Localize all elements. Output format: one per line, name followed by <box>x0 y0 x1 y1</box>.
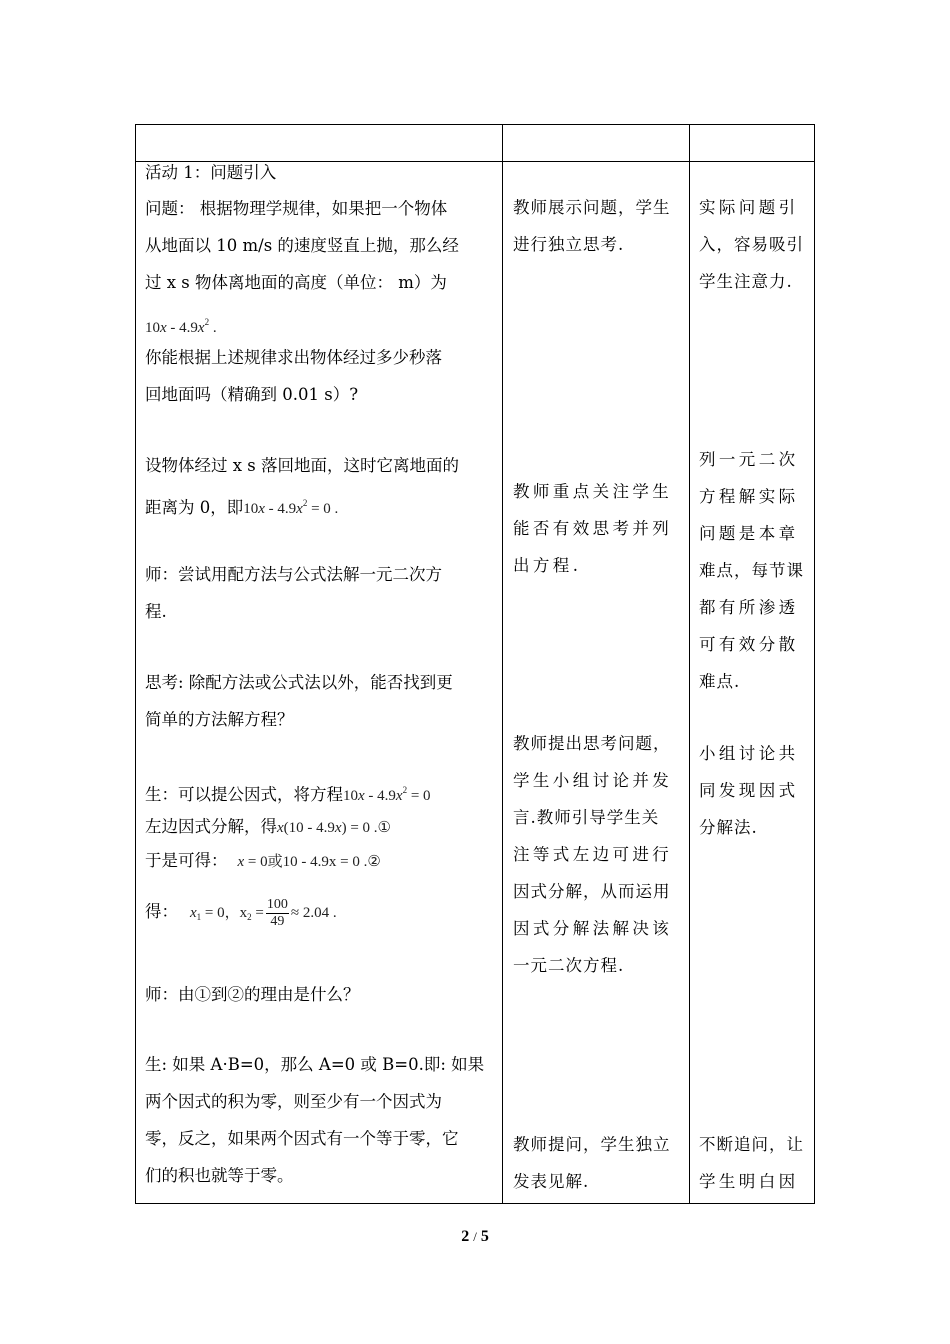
split-equation: x = 0或10 - 4.9x = 0 .② <box>237 854 381 870</box>
intent-2-line-3: 问题是本章 <box>699 524 799 543</box>
method-3-line-5: 因式分解，从而运用 <box>513 882 671 901</box>
problem-line-2: 从地面以 10 m/s 的速度竖直上抛，那么经 <box>145 236 459 255</box>
intent-3-line-3: 分解法. <box>699 818 758 837</box>
teacher-try-line-1: 师：尝试用配方法与公式法解一元二次方 <box>145 565 442 584</box>
intent-3-line-2: 同发现因式 <box>699 781 799 800</box>
answer-line-3: 零，反之，如果两个因式有一个等于零，它 <box>145 1129 459 1148</box>
method-1-line-2: 进行独立思考. <box>513 235 625 254</box>
page-separator: / <box>473 1229 477 1244</box>
intent-2-line-2: 方程解实际 <box>699 487 799 506</box>
method-3-line-4: 注等式左边可进行 <box>513 845 673 864</box>
method-3-line-7: 一元二次方程. <box>513 956 625 975</box>
problem-line-5: 你能根据上述规律求出物体经过多少秒落 <box>145 348 442 367</box>
height-expression: $10x - 4.9x^2$ . <box>145 317 217 336</box>
intent-1-line-2: 入，容易吸引 <box>699 235 804 254</box>
method-4-line-2: 发表见解. <box>513 1172 590 1191</box>
solutions: $x_1 = 0$，$x_2$ = $\frac{100}{49}$ ≈ 2.04 . <box>190 897 337 929</box>
approx-value: ≈ 2.04 . <box>290 904 337 921</box>
intent-2-line-6: 可有效分散 <box>699 635 799 654</box>
student-line-2 <box>145 817 391 838</box>
answer-line-4: 们的积也就等于零。 <box>145 1166 294 1185</box>
method-3-line-6: 因式分解法解决该 <box>513 919 673 938</box>
student-line-2-text: 左边因式分解，得 <box>145 817 277 836</box>
page-number <box>0 1228 950 1246</box>
student-line-4-text: 得： <box>145 901 178 921</box>
problem-line-1: 问题： 根据物理学规律，如果把一个物体 <box>145 199 448 218</box>
fraction-numerator: 100 <box>266 897 288 912</box>
intent-2-line-1: 列一元二次 <box>699 450 799 469</box>
setup-equation: $10x - 4.9x^2 = 0$ . <box>243 498 339 517</box>
factored-equation: x(10 - 4.9x) = 0 .① <box>277 820 391 836</box>
intent-2-line-5: 都有所渗透 <box>699 598 799 617</box>
teacher-try-line-2: 程. <box>145 602 167 621</box>
student-line-4 <box>145 897 337 930</box>
method-4-line-1: 教师提问，学生独立 <box>513 1135 671 1154</box>
intent-2-line-4: 难点，每节课 <box>699 561 804 580</box>
answer-line-1: 生: 如果 A·B=0，那么 A=0 或 B=0.即: 如果 <box>145 1055 485 1074</box>
problem-line-3: 过 x s 物体离地面的高度（单位： m）为 <box>145 273 447 292</box>
intent-2-line-7: 难点. <box>699 672 741 691</box>
fraction <box>266 897 289 930</box>
setup-line-2-text: 距离为 0，即 <box>145 498 244 517</box>
intent-1-line-3: 学生注意力. <box>699 272 793 291</box>
student-line-3-text: 于是可得： <box>145 851 228 870</box>
intent-3-line-1: 小组讨论共 <box>699 744 799 763</box>
method-3-line-1: 教师提出思考问题， <box>513 734 671 753</box>
header-row-divider <box>136 161 814 162</box>
method-1-line-1: 教师展示问题，学生 <box>513 198 671 217</box>
student-line-1-text: 生：可以提公因式，将方程 <box>145 785 343 804</box>
student-line-1 <box>145 780 431 806</box>
intent-1-line-1: 实际问题引 <box>699 198 799 217</box>
page-total: 5 <box>480 1228 489 1245</box>
activity-title: 活动 1：问题引入 <box>145 163 277 182</box>
page-current: 2 <box>461 1228 470 1245</box>
setup-line-1: 设物体经过 x s 落回地面，这时它离地面的 <box>145 456 460 475</box>
setup-line-2 <box>145 493 338 519</box>
method-3-line-3: 言.教师引导学生关 <box>513 808 660 827</box>
intent-4-line-2: 学生明白因 <box>699 1172 799 1191</box>
think-line-2: 简单的方法解方程？ <box>145 710 294 729</box>
method-2-line-3: 出方程. <box>513 556 582 575</box>
column-divider-1 <box>502 125 503 1203</box>
intent-4-line-1: 不断追问，让 <box>699 1135 804 1154</box>
answer-line-2: 两个因式的积为零，则至少有一个因式为 <box>145 1092 442 1111</box>
method-3-line-2: 学生小组讨论并发 <box>513 771 673 790</box>
think-line-1: 思考: 除配方法或公式法以外，能否找到更 <box>145 673 453 692</box>
method-2-line-1: 教师重点关注学生 <box>513 482 673 501</box>
problem-line-6: 回地面吗（精确到 0.01 s）? <box>145 385 359 404</box>
fraction-denominator: 49 <box>270 914 285 929</box>
method-2-line-2: 能否有效思考并列 <box>513 519 673 538</box>
teacher-reason: 师：由①到②的理由是什么？ <box>145 985 360 1004</box>
student-equation: $10x - 4.9x^2 = 0$ <box>343 785 431 804</box>
column-divider-2 <box>689 125 690 1203</box>
student-line-3 <box>145 851 381 872</box>
